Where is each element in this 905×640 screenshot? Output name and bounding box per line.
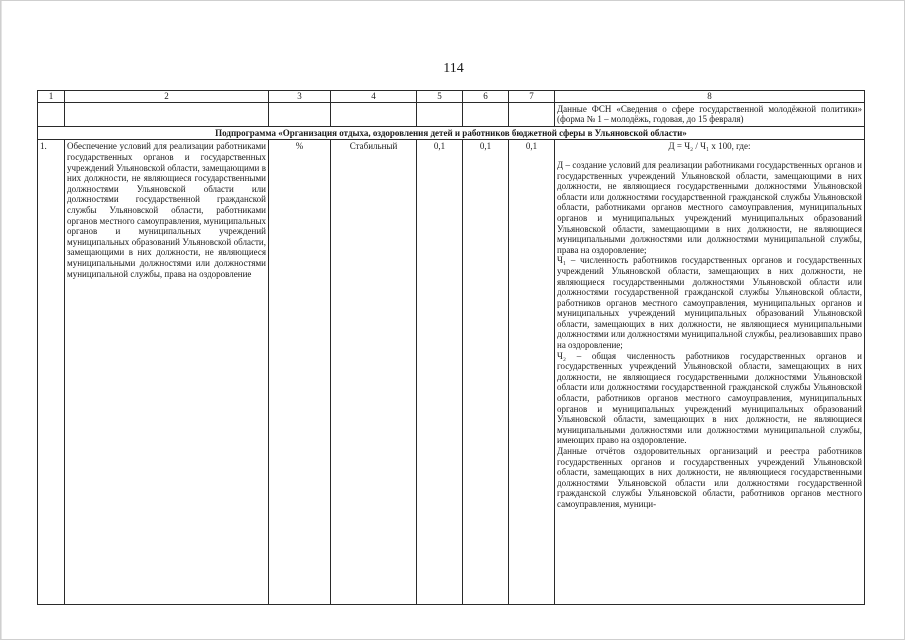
unit-cell: % xyxy=(269,140,331,605)
col-header-3: 3 xyxy=(269,91,331,103)
table-row xyxy=(38,140,865,605)
value-cell-6: 0,1 xyxy=(463,140,509,605)
scan-edge-left xyxy=(1,1,2,639)
methodology-cell xyxy=(555,140,865,605)
subprogram-row xyxy=(38,126,865,140)
col-header-1: 1 xyxy=(38,91,65,103)
indicator-name: Обеспечение условий для реализации работниками государственных органов и государственных учреждений Ульяновской области, замещающими в них должности, не являющиеся государственными должностями Ульяновской области или должностями государственной гражданской службы Ульяновской области, работниками органов местного самоуправления, муниципальных органов и муниципальных учреждений муниципальных образований Ульяновской области, замещающими в них должности, не являющиеся муниципальными должностями или должностями муниципальной службы, права на оздоровление xyxy=(65,140,269,605)
col-header-4: 4 xyxy=(331,91,417,103)
subprogram-title: Подпрограмма «Организация отдыха, оздоровления детей и работников бюджетной сферы в Ульяновской области» xyxy=(38,126,865,140)
definition-d: Д – создание условий для реализации работниками государственных органов и государственных учреждений Ульяновской области, замещающими в них должности, не являющиеся государственными должностями Ульяновской области или должностями государственной гражданской службы Ульяновской области, работниками органов местного самоуправления, муниципальных органов и муниципальных учреждений муниципальных образований Ульяновской области, замещающими в них должности, не являющиеся муниципальными должностями или должностями муниципальной службы, права на оздоровление; xyxy=(557,159,862,255)
value-cell-7: 0,1 xyxy=(509,140,555,605)
definition-ch2: Ч₂ – общая численность работников государственных органов и государственных учреждений Ульяновской области, замещающих в них должности, не являющиеся государственными должностями Ульяновской области или должностями государственной гражданской службы Ульяновской области, работников органов местного самоуправления, муниципальных органов и муниципальных учреждений муниципальных образований Ульяновской области, замещающих в них должности, не являющиеся муниципальными должностями или должностями муниципальной службы, имеющих право на оздоровление. xyxy=(557,350,862,446)
col-header-5: 5 xyxy=(417,91,463,103)
col-header-6: 6 xyxy=(463,91,509,103)
indicators-table xyxy=(37,90,865,605)
column-number-row xyxy=(38,91,865,103)
continuation-row xyxy=(38,102,865,126)
col-header-2: 2 xyxy=(65,91,269,103)
indicator-type-cell: Стабильный xyxy=(331,140,417,605)
definition-ch1: Ч₁ – численность работников государственных органов и государственных учреждений Ульяновской области, замещающих в них должности, не являющиеся государственными должностями Ульяновской области или должностями государственной гражданской службы Ульяновской области, работников органов местного самоуправления, муниципальных органов и муниципальных учреждений муниципальных образований Ульяновской области, замещающих в них должности, не являющиеся муниципальными должностями или должностями муниципальной службы, реализовавших право на оздоровление; xyxy=(557,255,862,351)
col-header-8: 8 xyxy=(555,91,865,103)
value-cell-5: 0,1 xyxy=(417,140,463,605)
col-header-7: 7 xyxy=(509,91,555,103)
data-source: Данные отчётов оздоровительных организаций и реестра работников государственных органов и государственных учреждений Ульяновской области, замещающих в них должности, не являющиеся государственными должностями Ульяновской области или должностями государственной гражданской службы Ульяновской области, работников органов местного самоуправления, муници- xyxy=(557,446,862,509)
formula: Д = Ч₂ / Ч₁ x 100, где: xyxy=(668,141,751,152)
row-number: 1. xyxy=(38,140,65,605)
continuation-source-text: Данные ФСН «Сведения о сфере государственной молодёжной политики» (форма № 1 – молодёжь, годовая, до 15 февраля) xyxy=(555,102,865,126)
page-number: 114 xyxy=(443,61,464,76)
